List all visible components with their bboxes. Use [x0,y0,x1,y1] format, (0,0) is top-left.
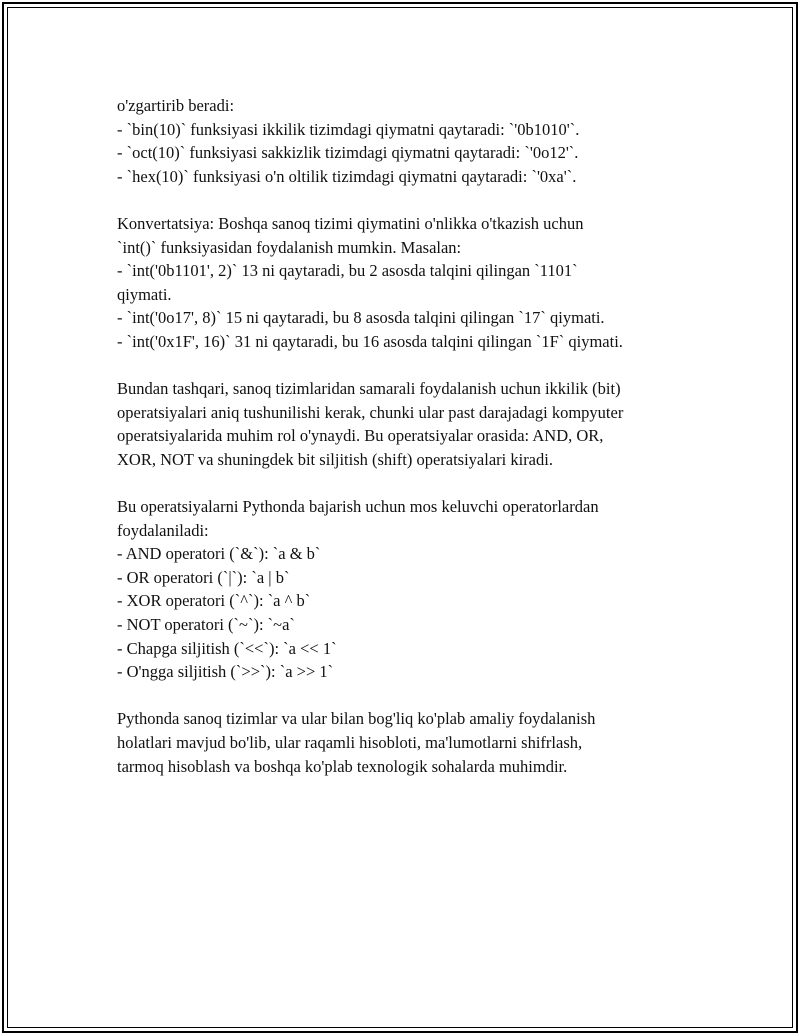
list-item: - AND operatori (`&`): `a & b` [117,544,321,564]
list-item: - O'ngga siljitish (`>>`): `a >> 1` [117,662,334,682]
document-body [117,94,717,778]
list-item: - XOR operatori (`^`): `a ^ b` [117,591,311,611]
text-line: holatlari mavjud bo'lib, ular raqamli hisobloti, ma'lumotlarni shifrlash, [117,733,583,753]
paragraph [117,495,717,684]
list-item: - `bin(10)` funksiyasi ikkilik tizimdagi qiymatni qaytaradi: `'0b1010'`. [117,119,580,139]
text-line: Bu operatsiyalarni Pythonda bajarish uchun mos keluvchi operatorlardan [117,497,599,517]
paragraph [117,212,717,354]
paragraph [117,707,717,778]
paragraph [117,94,717,188]
list-item: - NOT operatori (`~`): `~a` [117,615,295,635]
list-item: - `int('0x1F', 16)` 31 ni qaytaradi, bu 16 asosda talqini qilingan `1F` qiymati. [117,331,623,351]
text-line: o'zgartirib beradi: [117,96,235,115]
text-line: operatsiyalari aniq tushunilishi kerak, chunki ular past darajadagi kompyuter [117,402,624,422]
text-line: `int()` funksiyasidan foydalanish mumkin. Masalan: [117,237,462,257]
list-item: - `hex(10)` funksiyasi o'n oltilik tizimdagi qiymatni qaytaradi: `'0xa'`. [117,166,577,186]
list-item: - `oct(10)` funksiyasi sakkizlik tizimdagi qiymatni qaytaradi: `'0o12'`. [117,143,579,163]
paragraph [117,377,717,471]
text-line: operatsiyalarida muhim rol o'ynaydi. Bu operatsiyalar orasida: AND, OR, [117,426,604,446]
list-item: - Chapga siljitish (`<<`): `a << 1` [117,638,337,658]
text-line: Pythonda sanoq tizimlar va ular bilan bog'liq ko'plab amaliy foydalanish [117,709,596,729]
list-item: - `int('0o17', 8)` 15 ni qaytaradi, bu 8 asosda talqini qilingan `17` qiymati. [117,308,605,328]
text-line: Konvertatsiya: Boshqa sanoq tizimi qiymatini o'nlikka o'tkazish uchun [117,213,584,233]
text-line: XOR, NOT va shuningdek bit siljitish (shift) operatsiyalari kiradi. [117,449,553,469]
text-line: Bundan tashqari, sanoq tizimlaridan samarali foydalanish uchun ikkilik (bit) [117,379,621,399]
text-line: qiymati. [117,284,172,304]
text-line: foydalaniladi: [117,520,209,540]
list-item: - `int('0b1101', 2)` 13 ni qaytaradi, bu 2 asosda talqini qilingan `1101` [117,261,578,281]
text-line: tarmoq hisoblash va boshqa ko'plab texnologik sohalarda muhimdir. [117,756,568,776]
list-item: - OR operatori (`|`): `a | b` [117,567,290,587]
